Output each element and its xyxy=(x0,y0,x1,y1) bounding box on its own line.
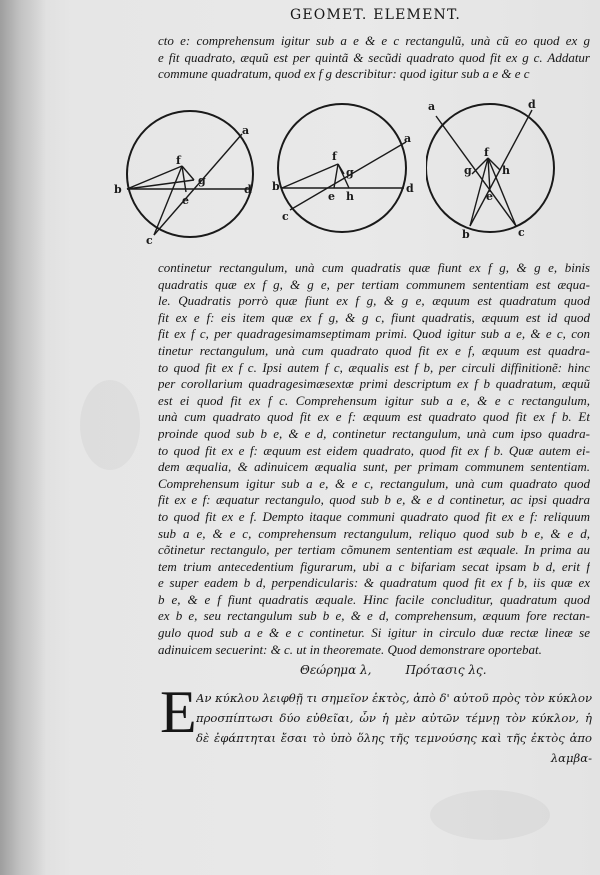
text-line: adinuicem secuerint: & c. ut in theoremate. Quod demonstrare oportebat. xyxy=(158,641,542,657)
figure-label: d xyxy=(406,182,414,195)
figure-label: c xyxy=(518,226,525,239)
text-line: tem trium antecedentium figurarum, ubi a c bifariam secat ipsam b d, erit f xyxy=(158,558,590,574)
figure-label: h xyxy=(346,190,354,203)
proposition-number: Πρότασις λς. xyxy=(405,663,487,677)
figure-label: h xyxy=(502,164,510,177)
circle-figure-2 xyxy=(270,96,420,246)
greek-text-line: Αν κύκλου λειφθῇ τι σημεῖον ἐκτὸς, ἀπὸ δ' αὐτοῦ πρὸς τὸν κύκλον xyxy=(196,691,592,705)
top-paragraph xyxy=(158,33,590,83)
figure-label: a xyxy=(404,132,412,145)
text-line: to quod fit ex e f. Dempto itaque communi quadrato quod fit ex e f: reliquum xyxy=(158,508,590,524)
figure-label: f xyxy=(484,146,489,159)
text-line: dem æqualia, & adinuicem æqualia sunt, per primam communem sententiam. xyxy=(158,459,590,475)
figure-label: f xyxy=(332,150,337,163)
greek-text-line: προσπίπτωσι δύο εὐθεῖαι, ὧν ἡ μὲν αὐτῶν τέμνῃ τὸν κύκλον, ἡ xyxy=(196,711,592,725)
figure-label: c xyxy=(282,210,289,223)
circle-figure-3 xyxy=(426,96,576,246)
geometric-figures xyxy=(110,96,570,246)
text-line: b e, & e f fiunt quadratis æquale. Hinc facile concluditur, quadratum quod xyxy=(158,591,590,607)
figure-label: a xyxy=(242,124,250,137)
greek-text-line: δὲ ἐφάπτηται ἔσαι τὸ ὑπὸ ὅλης τῆς τεμνούσης καὶ τῆς ἐκτὸς ἀπο xyxy=(196,731,592,745)
text-line: gulo quod sub a e & e c continetur. Si igitur in circulo duæ rectæ lineæ se xyxy=(158,625,590,641)
text-line: ex b e, seu rectangulum sub b e, & e d, comprehensum, æquum fore rectan- xyxy=(158,608,590,624)
text-line: cõtinetur rectangulo, per tertiam cõmunem sententiam est æquale. In prima au xyxy=(158,542,590,558)
text-line: unà cum quadrato quod fit ex e f: æquum est quadrato quod fit ex f b. Et xyxy=(158,409,590,425)
figure-label: b xyxy=(462,228,470,241)
circle-figure-1 xyxy=(110,96,260,246)
theorem-number: Θεώρημα λ, xyxy=(300,663,372,677)
figure-label: e xyxy=(486,190,493,203)
figure-label: e xyxy=(328,190,335,203)
text-line: e fit quadrato, æquũ est per quintã & secũdi quadrato quod fit ex g c. Addatur xyxy=(158,49,590,65)
paper-stain xyxy=(80,380,140,470)
text-line: commune quadratum, quod ex f g describitur: quod igitur sub a e & e c xyxy=(158,66,530,82)
text-line: quadratis quæ ex f g, & g e, per tertiam communem sententiam est æqua- xyxy=(158,276,590,292)
text-line: continetur rectangulum, unà cum quadratis quæ fiunt ex f g, & g e, binis xyxy=(158,260,590,275)
figure-label: e xyxy=(182,194,189,207)
proposition-heading xyxy=(300,663,487,677)
text-line: to quod fit ex e f: æquum est eidem quadrato, quod fit ex f b. Quæ autem ei- xyxy=(158,442,590,458)
text-line: est ei quod fit ex f c. Comprehensum igitur sub a e, & e c rectangulum, xyxy=(158,392,590,408)
running-head: GEOMET. ELEMENT. xyxy=(290,7,462,23)
text-line: fit ex f c, per quadragesimamseptimam primi. Quod igitur sub a e, & e c, con xyxy=(158,326,590,342)
catchword: λαμβα- xyxy=(550,751,592,765)
drop-cap: E xyxy=(160,679,197,745)
main-paragraph xyxy=(158,260,590,658)
paper-stain xyxy=(430,790,550,840)
text-line: e super eadem b d, perpendicularis: & quadratum quod fit ex f b, iis quæ ex xyxy=(158,575,590,591)
figure-label: a xyxy=(428,100,436,113)
text-line: proinde quod sub b e, & e d, continetur rectangulum, unà cum ipso quadra- xyxy=(158,425,590,441)
figure-label: b xyxy=(272,180,280,193)
text-line: to quod fit ex f c. Ipsi autem f c, æqualis est f b, per circuli diffinitionẽ: hinc xyxy=(158,359,590,375)
figure-label: g xyxy=(464,164,472,177)
figure-label: g xyxy=(198,174,206,187)
figure-label: d xyxy=(244,183,252,196)
text-line: fit ex e f: æquatur rectangulo, quod sub b e, & e d continetur, ac ipsi quadra xyxy=(158,492,590,508)
text-line: per corollarium quadragesimæsextæ primi descriptum ex f b quadratum, æquũ xyxy=(158,376,590,392)
figure-label: b xyxy=(114,183,122,196)
text-line: sub a e, & e c, comprehensum rectangulum, reliquo quod sub b e, & e d, xyxy=(158,525,590,541)
page-gutter-shadow xyxy=(0,0,46,875)
text-line: fit ex e f: eis item quæ ex f g, & g c, fiunt quadratis, æquum est id quod xyxy=(158,309,590,325)
text-line: cto e: comprehensum igitur sub a e & e c rectangulũ, unà cũ eo quod ex g xyxy=(158,33,590,48)
figure-label: f xyxy=(176,154,181,167)
figure-label: g xyxy=(346,166,354,179)
figure-label: c xyxy=(146,234,153,246)
text-line: Comprehensum igitur sub a e, & e c, rectangulum, unà cum quadrato quod xyxy=(158,475,590,491)
text-line: le. Quadratis porrò quæ fiunt ex f g, & g e, æquum est quadratum quod xyxy=(158,293,590,309)
text-line: tinetur rectangulum, unà cum quadrato quod fit ex e f, æquum est quadra- xyxy=(158,342,590,358)
figure-label: d xyxy=(528,98,536,111)
